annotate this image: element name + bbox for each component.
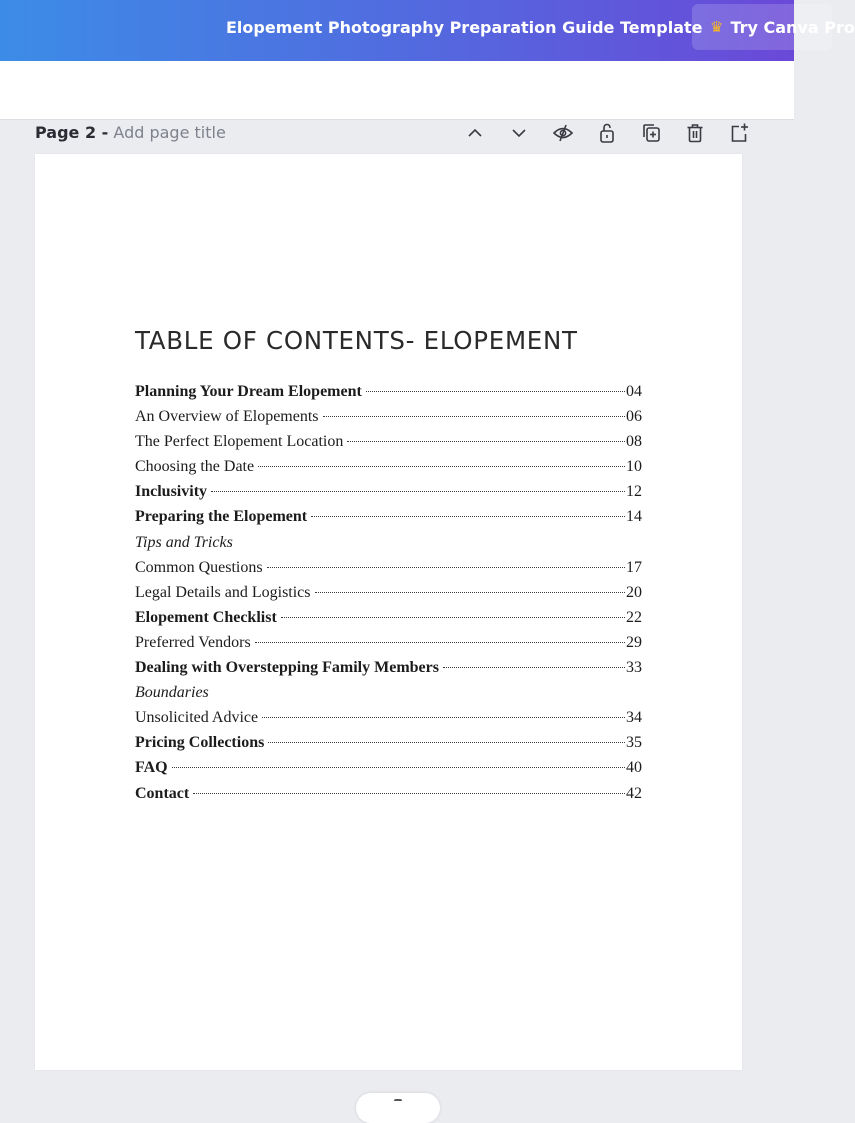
toc-entry-title: Pricing Collections (135, 734, 265, 752)
toc-heading[interactable]: TABLE OF CONTENTS- ELOPEMENT (135, 326, 578, 355)
toc-entry[interactable] (135, 530, 642, 555)
toc-entry-title: Legal Details and Logistics (135, 583, 311, 601)
toc-dot-leader (281, 617, 625, 618)
design-title[interactable]: Elopement Photography Preparation Guide Template (226, 18, 703, 37)
toc-entry-title: Planning Your Dream Elopement (135, 383, 362, 400)
toc-dot-leader (262, 717, 625, 718)
toc-entry-page: 06 (626, 408, 642, 426)
design-page[interactable] (35, 154, 742, 1070)
toc-entry-page: 34 (626, 709, 642, 727)
toc-dot-leader (366, 391, 625, 392)
move-page-down-button[interactable] (497, 120, 541, 146)
trash-icon (684, 122, 706, 144)
try-pro-button[interactable] (692, 4, 855, 50)
toc-entry-page: 14 (626, 508, 642, 526)
duplicate-page-button[interactable] (629, 120, 673, 146)
page-header (35, 120, 742, 154)
toc-entry[interactable] (135, 755, 642, 780)
toc-dot-leader (258, 466, 625, 467)
page-label (35, 123, 226, 142)
move-page-up-button[interactable] (453, 120, 497, 146)
toc-entry-page: 33 (626, 659, 642, 677)
toc-entry-page: 35 (626, 734, 642, 752)
crown-icon: ♛ (710, 18, 724, 36)
page-title-input[interactable]: Add page title (113, 123, 226, 142)
toc-entry[interactable] (135, 655, 642, 680)
toc-entry[interactable] (135, 504, 642, 529)
toc-dot-leader (315, 592, 625, 593)
toc-entry-page: 42 (626, 784, 642, 802)
toc-entry[interactable] (135, 379, 642, 404)
toc-entry-title: Contact (135, 784, 190, 802)
toc-entry-page: 04 (626, 383, 642, 400)
toc-entry-title: Elopement Checklist (135, 608, 277, 626)
toc-entry-title: The Perfect Elopement Location (135, 433, 344, 451)
toc-entry-title: Inclusivity (135, 483, 208, 501)
toc-entry[interactable] (135, 781, 642, 806)
toc-entry-title: Common Questions (135, 558, 263, 576)
toc-entry-title: Boundaries (135, 684, 209, 702)
toc-entry-page: 10 (626, 458, 642, 476)
toc-dot-leader (255, 642, 625, 643)
toc-list (135, 379, 642, 806)
toc-dot-leader (211, 491, 625, 492)
toc-dot-leader (193, 793, 625, 794)
toc-entry-title: FAQ (135, 759, 168, 777)
toc-entry-page: 17 (626, 558, 642, 576)
toc-dot-leader (172, 767, 625, 768)
toc-dot-leader (311, 516, 625, 517)
chevron-up-icon (464, 122, 486, 144)
toc-entry-title: An Overview of Elopements (135, 408, 319, 426)
toc-entry-title: Choosing the Date (135, 458, 255, 476)
toc-entry-title: Preferred Vendors (135, 633, 251, 651)
toc-dot-leader (268, 742, 625, 743)
chevron-down-icon (508, 122, 530, 144)
add-page-button[interactable] (717, 120, 761, 146)
toc-entry[interactable] (135, 605, 642, 630)
eye-off-icon (552, 122, 574, 144)
toc-entry[interactable] (135, 454, 642, 479)
try-pro-label: Try Canva Pro (730, 17, 855, 37)
lock-page-button[interactable] (585, 120, 629, 146)
page-resize-handle[interactable] (356, 1093, 440, 1123)
toc-entry[interactable] (135, 429, 642, 454)
toc-entry-page: 29 (626, 633, 642, 651)
toc-entry-page: 20 (626, 583, 642, 601)
lock-icon (596, 122, 618, 144)
toc-entry-title: Preparing the Elopement (135, 508, 308, 526)
page-number: Page 2 - (35, 123, 109, 142)
toc-entry-title: Tips and Tricks (135, 533, 233, 551)
toc-entry[interactable] (135, 705, 642, 730)
toc-dot-leader (323, 416, 625, 417)
hide-page-button[interactable] (541, 120, 585, 146)
toc-entry-page: 40 (626, 759, 642, 777)
copy-icon (640, 122, 662, 144)
top-bar (0, 0, 855, 61)
toc-entry-title: Unsolicited Advice (135, 709, 259, 727)
editor-toolbar (0, 61, 794, 120)
toc-entry[interactable] (135, 730, 642, 755)
grip-icon (394, 1099, 402, 1104)
toc-dot-leader (443, 667, 625, 668)
add-page-icon (728, 122, 750, 144)
toc-entry[interactable] (135, 479, 642, 504)
toc-dot-leader (267, 567, 625, 568)
toc-entry-page: 08 (626, 433, 642, 451)
toc-entry[interactable] (135, 630, 642, 655)
page-actions (453, 120, 761, 148)
toc-entry[interactable] (135, 680, 642, 705)
toc-entry[interactable] (135, 580, 642, 605)
toc-entry[interactable] (135, 404, 642, 429)
toc-dot-leader (347, 441, 625, 442)
delete-page-button[interactable] (673, 120, 717, 146)
toc-entry-page: 22 (626, 608, 642, 626)
toc-entry-title: Dealing with Overstepping Family Members (135, 659, 439, 677)
toc-entry-page: 12 (626, 483, 642, 501)
toc-entry[interactable] (135, 555, 642, 580)
